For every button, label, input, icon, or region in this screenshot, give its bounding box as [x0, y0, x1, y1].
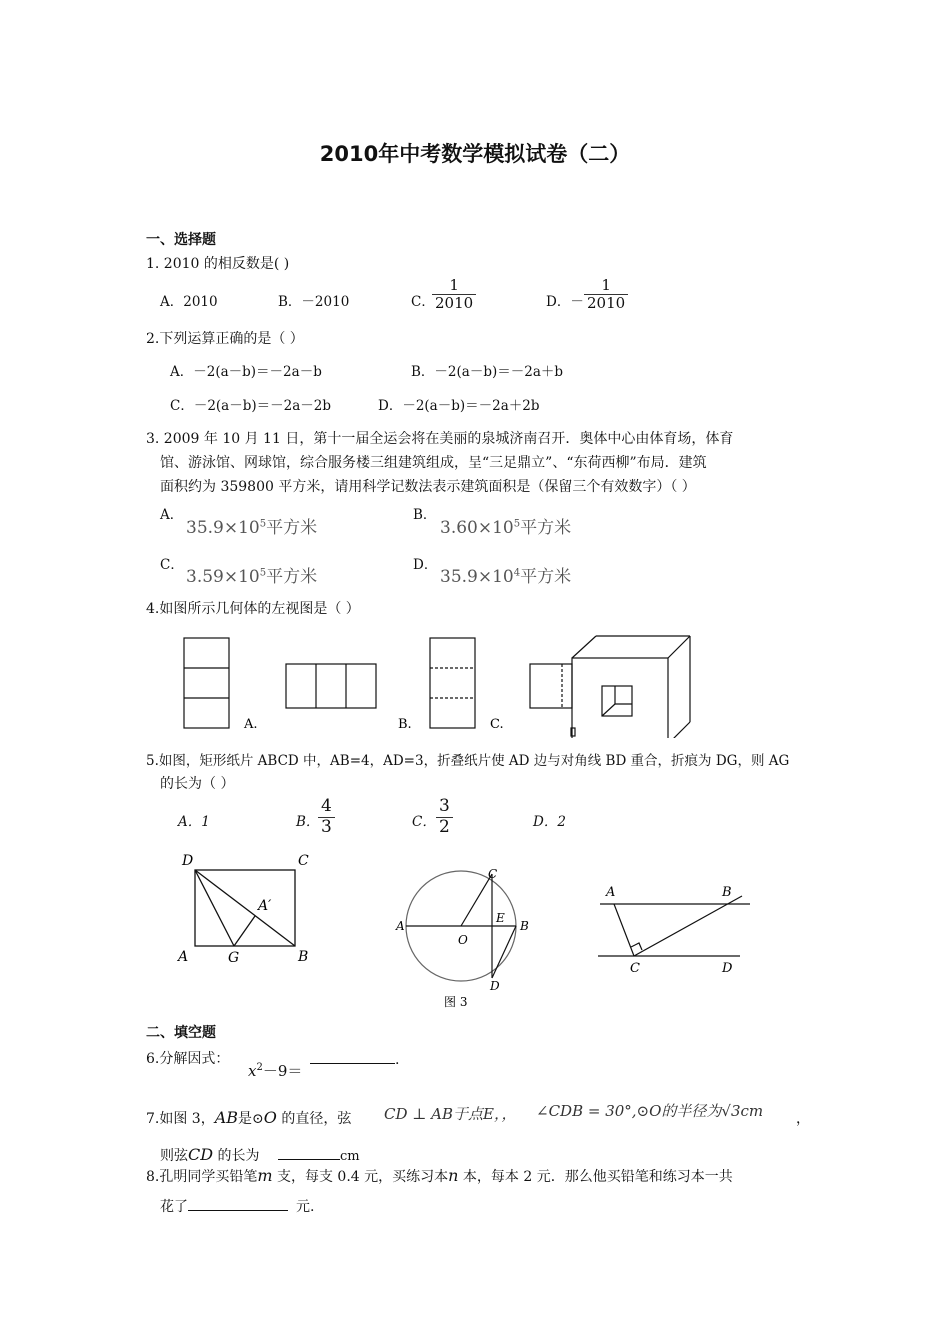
q2-option-c: C．－2(a－b)＝－2a－2b: [170, 398, 332, 414]
q1-option-a: A．2010: [160, 294, 218, 310]
q7-comma: ，: [796, 1111, 810, 1127]
q1-d-denominator: 2010: [587, 294, 626, 313]
section-heading-fill: 二、填空题: [146, 1025, 216, 1041]
fig-circle-label-o: O: [458, 933, 468, 947]
fig-rectangle-fold: [170, 848, 320, 973]
q1-option-b: B．－2010: [278, 294, 350, 310]
q3-option-d-value: $35.9\times 10^4$平方米: [440, 567, 572, 587]
q1-c-numerator: 1: [432, 277, 476, 295]
fig-lines-label-b: B: [722, 885, 732, 900]
fig-rect-label-c: C: [298, 853, 309, 869]
q4-figure-b: [430, 638, 475, 728]
q7-condition-perpendicular: CD ⊥ AB于点E，，: [384, 1105, 517, 1123]
question-3-line-3: 面积约为 359800 平方米，请用科学记数法表示建筑面积是（保留三个有效数字）（ ）: [160, 479, 696, 495]
fig-rect-label-b: B: [298, 949, 309, 965]
q1-c-denominator: 2010: [435, 294, 474, 313]
question-8-line-2: 花了 元.: [160, 1196, 314, 1216]
q3-option-c-label: C．: [160, 557, 184, 573]
q2-option-b: B．－2(a－b)＝－2a＋b: [411, 364, 564, 380]
q5-option-b-label: B．: [296, 814, 320, 830]
fig-rect-label-a-prime: A′: [258, 898, 272, 914]
q3-option-a-value: $35.9\times 10^5$平方米: [186, 518, 318, 538]
fig-lines-label-c: C: [630, 961, 640, 976]
question-8-line-1: 8.孔明同学买铅笔m 支，每支 0.4 元，买练习本n 本，每本 2 元．那么他买铅笔和练习本一共: [146, 1166, 733, 1185]
fig-circle-caption: 图 3: [444, 995, 468, 1009]
q2-option-d: D．－2(a－b)＝－2a＋2b: [378, 398, 540, 414]
question-3-line-2: 馆、游泳馆、网球馆，综合服务楼三组建筑组成，呈“三足鼎立”、“东荷西柳”布局．建筑: [160, 455, 707, 471]
q5-option-b-fraction: [318, 797, 335, 837]
fig-circle-label-c: C: [488, 867, 498, 881]
q4-figure-a2: [286, 664, 376, 708]
question-5-line-1: 5.如图，矩形纸片 ABCD 中，AB=4，AD=3，折叠纸片使 AD 边与对角线 BD 重合，折痕为 DG，则 AG: [146, 753, 790, 769]
q4-label-a: A.: [244, 717, 258, 732]
question-3-line-1: 3. 2009 年 10 月 11 日，第十一届全运会将在美丽的泉城济南召开．奥体中心由体育场，体育: [146, 431, 734, 447]
section-heading-choice: 一、选择题: [146, 232, 216, 248]
q5-c-denominator: 2: [439, 816, 450, 837]
fig-rect-label-g: G: [228, 950, 240, 966]
fig-circle-label-b: B: [520, 919, 529, 933]
q5-b-numerator: 4: [318, 797, 335, 818]
q4-figure-a: [184, 638, 229, 728]
fig-rect-label-a: A: [178, 949, 189, 965]
fig-parallel-lines: [590, 876, 760, 980]
q1-d-numerator: 1: [584, 277, 628, 295]
fig-circle-label-e: E: [496, 911, 505, 925]
question-2-stem: 2.下列运算正确的是（ ）: [146, 331, 304, 347]
q6-answer-blank[interactable]: .: [310, 1049, 399, 1068]
q4-view-figures: [150, 628, 710, 738]
q3-option-a-label: A．: [160, 507, 184, 523]
fig-circle-label-d: D: [490, 979, 500, 993]
question-6-stem: 6.分解因式：: [146, 1051, 230, 1067]
q6-expression: $x^2-9=$: [248, 1062, 303, 1080]
question-5-line-2: 的长为（ ）: [160, 776, 235, 792]
fig-circle-label-a: A: [396, 919, 405, 933]
q3-option-b-label: B．: [413, 507, 437, 523]
q4-solid-figure: [530, 636, 690, 738]
q5-b-denominator: 3: [321, 816, 332, 837]
fig-lines-label-d: D: [722, 961, 733, 976]
q5-option-c-fraction: [436, 797, 453, 837]
q7-condition-angle-radius: ∠CDB = 30°,⊙O的半径为√3cm: [536, 1102, 764, 1120]
q1-option-c-label: C．: [411, 294, 435, 310]
q7-answer-blank[interactable]: cm: [278, 1145, 360, 1164]
q5-option-a: A．1: [178, 814, 210, 830]
q4-label-b: B.: [398, 717, 412, 732]
q2-option-a: A．－2(a－b)＝－2a－b: [170, 364, 322, 380]
question-1-stem: 1. 2010 的相反数是( ): [146, 256, 290, 272]
fig-rect-label-d: D: [182, 853, 194, 869]
fig-circle: [388, 860, 538, 1012]
q1-option-d-fraction: [584, 277, 628, 313]
q8-answer-blank[interactable]: [188, 1196, 288, 1211]
question-7-line-2: 则弦CD 的长为: [160, 1145, 260, 1164]
q1-option-c-fraction: [432, 277, 476, 313]
q3-option-c-value: $3.59\times 10^5$平方米: [186, 567, 318, 587]
q3-option-b-value: $3.60\times 10^5$平方米: [440, 518, 572, 538]
q5-option-c-label: C．: [412, 814, 436, 830]
q5-c-numerator: 3: [436, 797, 453, 818]
q1-option-d-label: D．－: [546, 294, 584, 310]
q5-option-d: D．2: [533, 814, 566, 830]
q4-label-c: C.: [490, 717, 504, 732]
fig-lines-label-a: A: [606, 885, 616, 900]
q3-option-d-label: D．: [413, 557, 438, 573]
question-7-line-1: 7.如图 3，AB是⊙O 的直径，弦: [146, 1108, 352, 1127]
page-title: 2010年中考数学模拟试卷（二）: [319, 142, 631, 166]
question-4-stem: 4.如图所示几何体的左视图是（ ）: [146, 601, 360, 617]
